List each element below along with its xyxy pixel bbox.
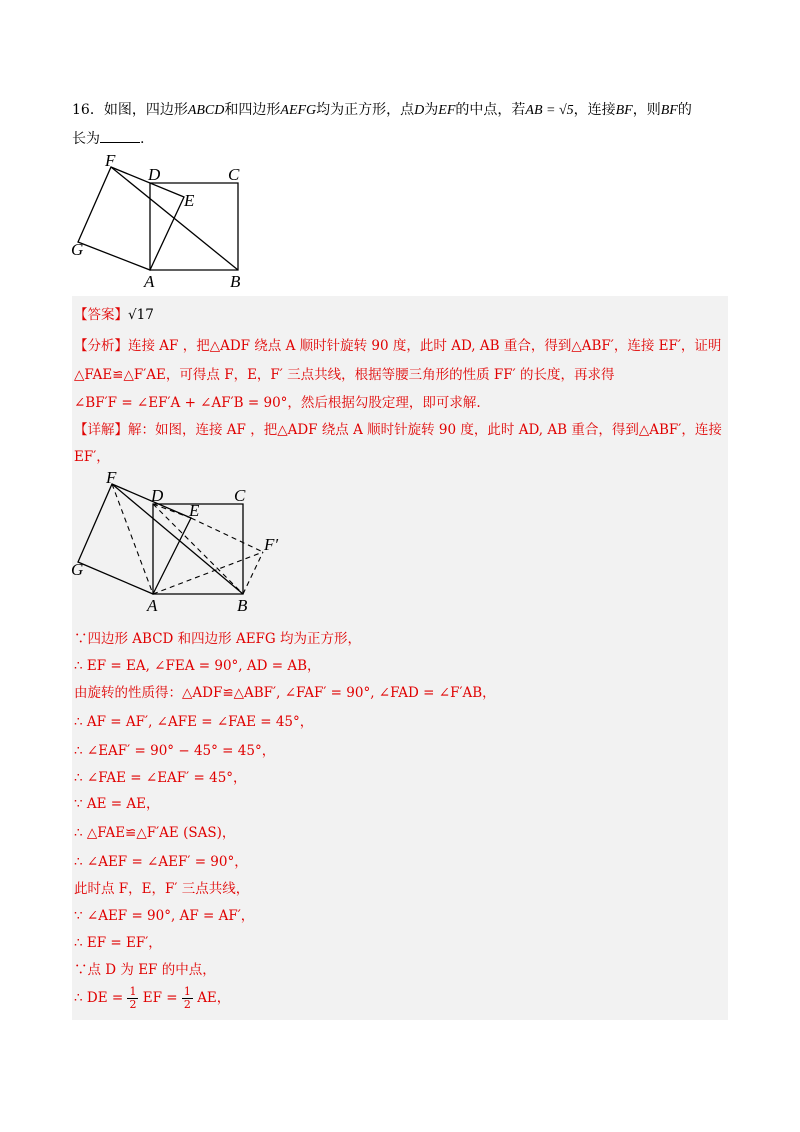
question-figure — [68, 150, 268, 292]
label-d: D — [148, 165, 161, 184]
detail-line-1: 【详解】解：如图，连接 AF ，把△ADF 绕点 A 顺时针旋转 90 度，此时 AD, AB 重合，得到△ABF′，连接 — [74, 422, 722, 438]
label-a-2: A — [147, 596, 158, 615]
square-aefg-2 — [78, 484, 191, 594]
label-d-2: D — [151, 486, 164, 505]
label-g: G — [71, 240, 84, 259]
step-8: ∴ △FAE≌△F′AE (SAS)， — [74, 825, 236, 841]
analysis-line-1: 【分析】连接 AF ，把△ADF 绕点 A 顺时针旋转 90 度，此时 AD, AB 重合，得到△ABF′，连接 EF′，证明 — [74, 338, 722, 354]
fraction-half-2: $\frac{1}{2}$ — [183, 985, 191, 1011]
label-b-2: B — [237, 596, 248, 615]
label-a: A — [144, 272, 155, 291]
step-4: ∴ AF = AF′, ∠AFE = ∠FAE = 45°， — [74, 714, 314, 730]
step-11: ∵ ∠AEF = 90°, AF = AF′， — [74, 908, 255, 924]
label-e: E — [184, 191, 195, 210]
answer-line: 【答案】√17 — [74, 307, 154, 323]
step-1: ∵四边形 ABCD 和四边形 AEFG 均为正方形， — [74, 631, 361, 647]
answer-blank — [100, 126, 140, 143]
step-2: ∴ EF = EA, ∠FEA = 90°, AD = AB， — [74, 658, 321, 674]
step-10: 此时点 F，E，F′ 三点共线， — [74, 881, 250, 897]
label-b: B — [230, 272, 241, 291]
label-f: F — [105, 151, 116, 170]
step-14: ∴ DE = $\frac{1}{2}$ EF = $\frac{1}{2}$ AE， — [74, 985, 231, 1011]
segment-ef-prime-dashed — [191, 518, 263, 552]
analysis-line-2: △FAE≌△F′AE，可得点 F，E，F′ 三点共线，根据等腰三角形的性质 FF′ 的长度，再求得 — [74, 367, 615, 383]
label-g-2: G — [71, 560, 84, 579]
step-7: ∵ AE = AE， — [74, 796, 160, 812]
question-text: 16．如图，四边形ABCD和四边形AEFG均为正方形，点D为EF的中点，若AB = √5，连接BF，则BF的 长为 . — [72, 102, 692, 147]
label-c: C — [228, 165, 240, 184]
step-13: ∵点 D 为 EF 的中点， — [74, 962, 216, 978]
label-e-2: E — [189, 501, 200, 520]
label-f-prime: F′ — [264, 535, 279, 554]
detail-line-2: EF′， — [74, 449, 110, 465]
step-6: ∴ ∠FAE = ∠EAF′ = 45°， — [74, 770, 247, 786]
label-c-2: C — [234, 486, 246, 505]
step-5: ∴ ∠EAF′ = 90° − 45° = 45°， — [74, 743, 276, 759]
fraction-half-1: $\frac{1}{2}$ — [129, 985, 137, 1011]
solution-figure — [68, 470, 298, 615]
label-f-2: F — [106, 470, 117, 487]
segment-af-prime-dashed — [153, 552, 263, 594]
step-9: ∴ ∠AEF = ∠AEF′ = 90°， — [74, 854, 248, 870]
analysis-line-3: ∠BF′F = ∠EF′A + ∠AF′B = 90°，然后根据勾股定理，即可求解. — [74, 395, 481, 411]
step-12: ∴ EF = EF′， — [74, 935, 162, 951]
step-3: 由旋转的性质得：△ADF≌△ABF′, ∠FAF′ = 90°, ∠FAD = ∠F′AB， — [74, 685, 496, 701]
segment-fb-2 — [112, 484, 243, 594]
